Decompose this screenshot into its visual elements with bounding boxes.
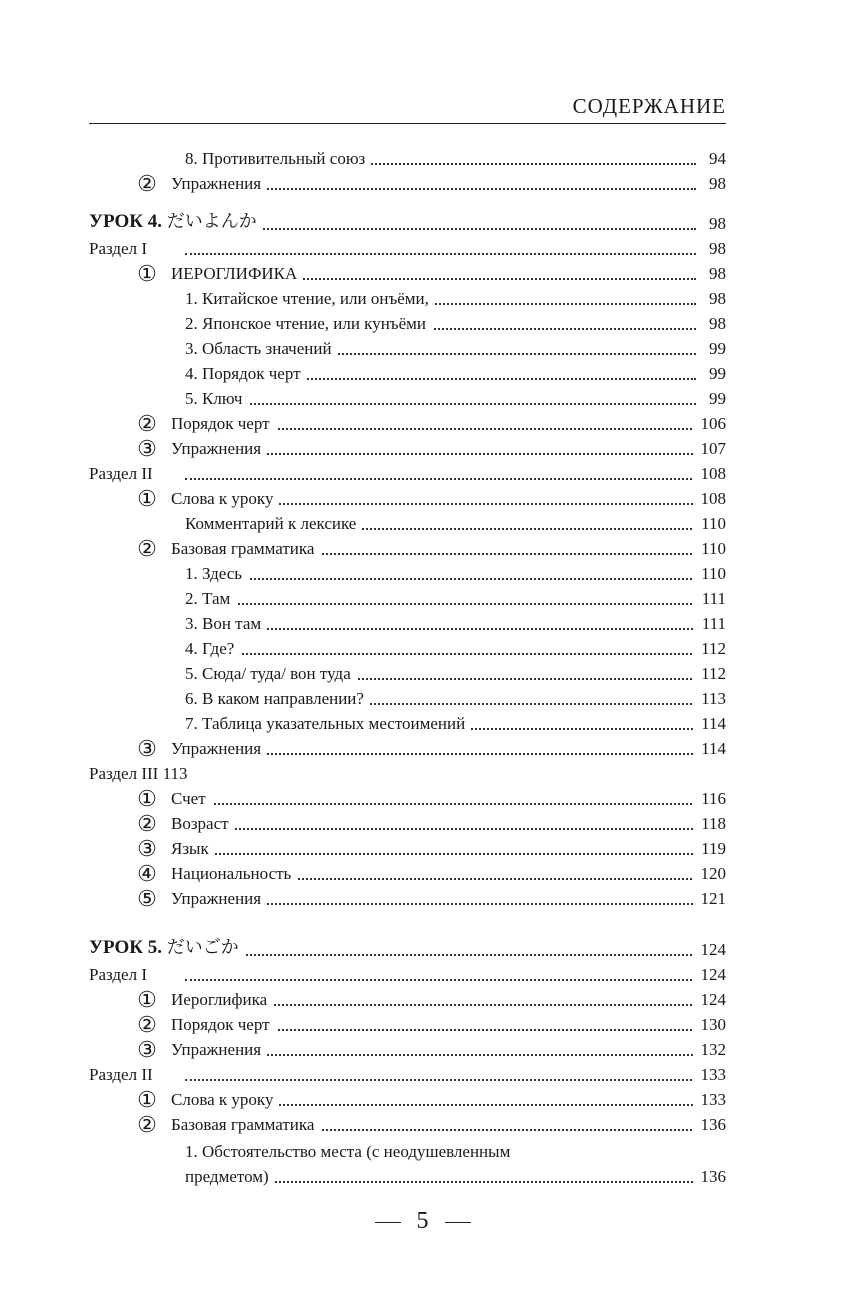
toc-entry[interactable] xyxy=(89,1164,726,1189)
toc-entry[interactable] xyxy=(89,411,726,436)
toc-dot-leader xyxy=(185,253,696,255)
toc-entry-marker: ③ xyxy=(137,836,157,861)
toc-entry[interactable] xyxy=(89,786,726,811)
toc-entry-label: Слова к уроку xyxy=(171,489,278,509)
toc-dot-leader xyxy=(468,728,696,730)
toc-entry-label: 3. Вон там xyxy=(185,614,266,634)
toc-entry-page: 130 xyxy=(693,1015,727,1035)
toc-entry[interactable] xyxy=(89,336,726,361)
toc-entry-label: Раздел I xyxy=(89,965,152,985)
toc-entry-label: Раздел III 113 xyxy=(89,764,192,784)
toc-entry-label: 2. Японское чтение, или кунъёми xyxy=(185,314,431,334)
toc-entry-label: ИЕРОГЛИФИКА xyxy=(171,264,302,284)
toc-entry[interactable] xyxy=(89,311,726,336)
toc-entry-page: 116 xyxy=(693,789,726,809)
toc-entry-page: 121 xyxy=(693,889,727,909)
toc-dot-leader xyxy=(264,903,696,905)
toc-dot-leader xyxy=(233,603,696,605)
toc-entry-label: Слова к уроку xyxy=(171,1090,278,1110)
toc-dot-leader xyxy=(264,753,696,755)
toc-entry[interactable] xyxy=(89,1062,726,1087)
lesson-title-japanese: だいよんか xyxy=(166,211,257,232)
toc-entry[interactable] xyxy=(89,736,726,761)
toc-entry-label: 5. Ключ xyxy=(185,389,247,409)
toc-dot-leader xyxy=(335,353,696,355)
toc-entry-page: 98 xyxy=(701,289,726,309)
toc-dot-leader xyxy=(368,163,696,165)
header-rule xyxy=(89,123,726,124)
toc-entry-page: 107 xyxy=(693,439,727,459)
toc-entry[interactable] xyxy=(89,386,726,411)
toc-dot-leader xyxy=(270,1004,696,1006)
toc-entry-page: 114 xyxy=(693,739,726,759)
toc-dot-leader xyxy=(264,453,696,455)
toc-entry[interactable] xyxy=(89,962,726,987)
toc-entry[interactable] xyxy=(89,761,726,786)
toc-entry-label: Иероглифика xyxy=(171,990,272,1010)
toc-entry-label: 2. Там xyxy=(185,589,235,609)
toc-entry-page: 111 xyxy=(694,589,726,609)
toc-entry[interactable] xyxy=(89,611,726,636)
toc-entry[interactable] xyxy=(89,261,726,286)
toc-entry-page: 110 xyxy=(693,539,726,559)
toc-entry[interactable] xyxy=(89,436,726,461)
toc-entry-label: Базовая грамматика xyxy=(171,1115,319,1135)
page-header-title: СОДЕРЖАНИЕ xyxy=(572,94,726,118)
toc-entry-page: 124 xyxy=(693,990,727,1010)
toc-entry[interactable] xyxy=(89,146,726,171)
toc-entry-label: Раздел II xyxy=(89,464,158,484)
toc-entry-page: 110 xyxy=(693,514,726,534)
toc-dot-leader xyxy=(429,328,696,330)
toc-entry[interactable] xyxy=(89,861,726,886)
toc-entry-label: 4. Где? xyxy=(185,639,239,659)
toc-entry-label: Раздел I xyxy=(89,239,152,259)
toc-dot-leader xyxy=(276,503,696,505)
toc-entry-label: 7. Таблица указательных местоимений xyxy=(185,714,470,734)
toc-entry-page: 133 xyxy=(693,1065,727,1085)
toc-dot-leader xyxy=(185,1079,696,1081)
toc-entry-page: 132 xyxy=(693,1040,727,1060)
toc-entry-page: 94 xyxy=(701,149,726,169)
toc-dot-leader xyxy=(276,1104,696,1106)
footer-dash-right xyxy=(445,1222,471,1223)
toc-entry-label: 4. Порядок черт xyxy=(185,364,306,384)
toc-dot-leader xyxy=(245,578,696,580)
toc-entry[interactable] xyxy=(89,711,726,736)
toc-entry-label: Порядок черт xyxy=(171,1015,275,1035)
toc-entry[interactable] xyxy=(89,811,726,836)
toc-dot-leader xyxy=(354,678,696,680)
toc-entry-label: 1. Здесь xyxy=(185,564,247,584)
toc-entry-label: Национальность xyxy=(171,864,296,884)
toc-entry[interactable] xyxy=(89,561,726,586)
toc-dot-leader xyxy=(185,478,696,480)
toc-entry-label: 1. Обстоятельство места (с неодушевленным xyxy=(185,1142,515,1162)
toc-entry-label xyxy=(89,938,244,958)
toc-entry-page: 114 xyxy=(693,714,726,734)
toc-entry-marker: ③ xyxy=(137,436,157,461)
toc-entry-marker: ② xyxy=(137,536,157,561)
toc-entry-marker: ① xyxy=(137,786,157,811)
toc-dot-leader xyxy=(264,1054,696,1056)
toc-dot-leader xyxy=(245,403,696,405)
toc-dot-leader xyxy=(185,979,696,981)
toc-entry[interactable] xyxy=(89,211,726,236)
toc-dot-leader xyxy=(367,703,696,705)
toc-dot-leader xyxy=(242,954,696,956)
toc-entry-page: 99 xyxy=(701,389,726,409)
toc-entry-marker: ② xyxy=(137,171,157,196)
toc-entry-label: Упражнения xyxy=(171,174,266,194)
toc-entry-page: 106 xyxy=(693,414,727,434)
toc-entry[interactable] xyxy=(89,286,726,311)
toc-entry-label: 6. В каком направлении? xyxy=(185,689,369,709)
toc-entry-label: Упражнения xyxy=(171,439,266,459)
toc-entry-page: 136 xyxy=(693,1167,727,1187)
toc-entry-page: 99 xyxy=(701,364,726,384)
toc-entry[interactable] xyxy=(89,1012,726,1037)
toc-entry-page: 136 xyxy=(693,1115,727,1135)
toc-dot-leader xyxy=(212,853,696,855)
toc-entry-marker: ③ xyxy=(137,1037,157,1062)
toc-entry-page: 108 xyxy=(693,489,727,509)
toc-entry-label: Порядок черт xyxy=(171,414,275,434)
toc-entry-page: 98 xyxy=(701,239,726,259)
toc-dot-leader xyxy=(300,278,696,280)
toc-entry-label: Упражнения xyxy=(171,1040,266,1060)
toc-dot-leader xyxy=(273,428,696,430)
toc-entry-marker: ① xyxy=(137,1087,157,1112)
toc-entry-page: 113 xyxy=(693,689,726,709)
toc-entry-marker: ⑤ xyxy=(137,886,157,911)
toc-dot-leader xyxy=(237,653,696,655)
toc-entry-page: 98 xyxy=(701,314,726,334)
toc-dot-leader xyxy=(272,1181,696,1183)
toc-entry-page: 133 xyxy=(693,1090,727,1110)
toc-entry-marker: ② xyxy=(137,1112,157,1137)
toc-entry-marker: ② xyxy=(137,411,157,436)
toc-entry-marker: ② xyxy=(137,1012,157,1037)
toc-entry-page: 111 xyxy=(694,614,726,634)
toc-entry-page: 124 xyxy=(693,965,727,985)
toc-dot-leader xyxy=(260,228,696,230)
toc-entry[interactable] xyxy=(89,1087,726,1112)
toc-entry[interactable] xyxy=(89,661,726,686)
toc-entry-label: Упражнения xyxy=(171,739,266,759)
toc-entry[interactable] xyxy=(89,171,726,196)
toc-entry-page: 99 xyxy=(701,339,726,359)
toc-entry-label: Счет xyxy=(171,789,211,809)
toc-entry[interactable] xyxy=(89,586,726,611)
toc-entry[interactable] xyxy=(89,686,726,711)
toc-entry-marker: ① xyxy=(137,486,157,511)
toc-entry-label: Упражнения xyxy=(171,889,266,909)
toc-dot-leader xyxy=(294,878,696,880)
page-footer xyxy=(0,1208,845,1235)
toc-entry[interactable] xyxy=(89,886,726,911)
toc-entry[interactable] xyxy=(89,1139,726,1164)
toc-entry[interactable] xyxy=(89,1037,726,1062)
toc-entry-label: Комментарий к лексике xyxy=(185,514,361,534)
toc-dot-leader xyxy=(317,553,696,555)
toc-entry-label: 5. Сюда/ туда/ вон туда xyxy=(185,664,356,684)
toc-entry-marker: ② xyxy=(137,811,157,836)
toc-entry-marker: ① xyxy=(137,261,157,286)
toc-dot-leader xyxy=(209,803,696,805)
toc-entry[interactable] xyxy=(89,536,726,561)
toc-dot-leader xyxy=(432,303,696,305)
toc-entry-page: 108 xyxy=(693,464,727,484)
toc-dot-leader xyxy=(304,378,696,380)
toc-entry[interactable] xyxy=(89,236,726,261)
toc-entry-page: 120 xyxy=(693,864,727,884)
toc-entry-page: 112 xyxy=(693,639,726,659)
footer-dash-left xyxy=(375,1222,401,1223)
toc-entry-page: 118 xyxy=(693,814,726,834)
lesson-number: УРОК 4. xyxy=(89,211,167,232)
toc-entry-label xyxy=(89,212,262,232)
toc-dot-leader xyxy=(317,1129,696,1131)
toc-entry-page: 112 xyxy=(693,664,726,684)
toc-entry-label: Раздел II xyxy=(89,1065,158,1085)
toc-entry[interactable] xyxy=(89,486,726,511)
toc-entry-page: 98 xyxy=(701,214,726,234)
toc-entry-page: 124 xyxy=(693,940,727,960)
toc-entry[interactable] xyxy=(89,987,726,1012)
toc-entry-label: 8. Противительный союз xyxy=(185,149,370,169)
toc-entry-marker: ① xyxy=(137,987,157,1012)
lesson-number: УРОК 5. xyxy=(89,937,167,958)
toc-dot-leader xyxy=(273,1029,696,1031)
toc-dot-leader xyxy=(264,188,696,190)
toc-entry[interactable] xyxy=(89,1112,726,1137)
toc-entry-page: 110 xyxy=(693,564,726,584)
toc-entry[interactable] xyxy=(89,361,726,386)
lesson-title-japanese: だいごか xyxy=(166,937,239,958)
toc-entry-label: 3. Область значений xyxy=(185,339,337,359)
toc-entry-page: 98 xyxy=(701,264,726,284)
toc-entry-label: Базовая грамматика xyxy=(171,539,319,559)
toc-entry-marker: ④ xyxy=(137,861,157,886)
toc-entry[interactable] xyxy=(89,461,726,486)
toc-entry[interactable] xyxy=(89,636,726,661)
toc-entry-page: 119 xyxy=(693,839,726,859)
toc-entry-marker: ③ xyxy=(137,736,157,761)
toc-entry[interactable] xyxy=(89,836,726,861)
toc-entry-label: Возраст xyxy=(171,814,234,834)
toc-entry[interactable] xyxy=(89,937,726,962)
toc-entry-label: Язык xyxy=(171,839,214,859)
toc-dot-leader xyxy=(264,628,696,630)
toc-entry-page: 98 xyxy=(701,174,726,194)
toc-entry[interactable] xyxy=(89,511,726,536)
toc-dot-leader xyxy=(232,828,696,830)
page-number: 5 xyxy=(416,1208,429,1234)
toc-entry-label: предметом) xyxy=(185,1167,274,1187)
toc-entry-label: 1. Китайское чтение, или онъёми, xyxy=(185,289,434,309)
toc-dot-leader xyxy=(359,528,696,530)
